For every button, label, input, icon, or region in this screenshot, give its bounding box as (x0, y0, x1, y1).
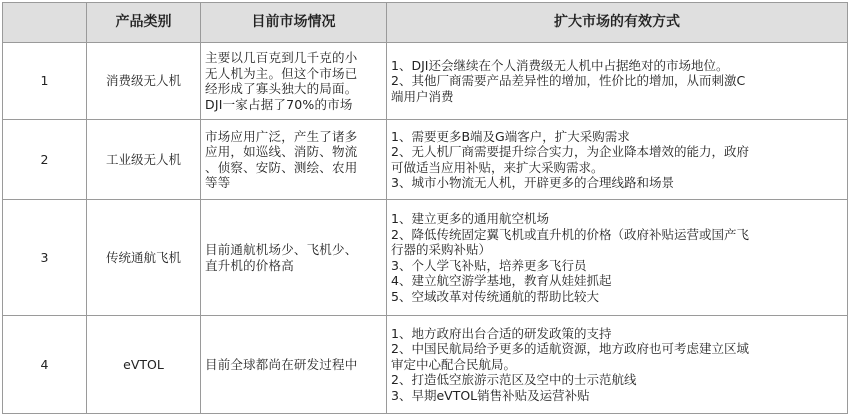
ways-line: 1、需要更多B端及G端客户，扩大采购需求 (391, 128, 630, 144)
row-category: 传统通航飞机 (87, 200, 201, 316)
row-number: 2 (3, 120, 87, 200)
row-ways (387, 200, 848, 316)
table-row (3, 200, 848, 316)
table-row (3, 43, 848, 120)
row-ways (387, 120, 848, 200)
row-category: eVTOL (87, 316, 201, 414)
ways-line: 1、地方政府出台合适的研发政策的支持 (391, 325, 612, 341)
header-category: 产品类别 (87, 3, 201, 43)
ways-line: 可做适当应用补贴，来扩大采购需求。 (391, 159, 604, 175)
status-line: DJI一家占据了70%的市场 (205, 96, 353, 112)
status-line: 主要以几百克到几千克的小 (205, 50, 358, 65)
ways-line: 行器的采购补贴） (391, 242, 492, 257)
row-ways (387, 316, 848, 414)
status-line: 目前通航机场少、飞机少、 (205, 242, 358, 257)
header-ways: 扩大市场的有效方式 (387, 3, 848, 43)
row-status (201, 200, 387, 316)
header-index (3, 3, 87, 43)
ways-line: 3、早期eVTOL销售补贴及运营补贴 (391, 387, 590, 403)
row-category: 工业级无人机 (87, 120, 201, 200)
ways-line: 端用户消费 (391, 88, 454, 104)
table-row (3, 316, 848, 414)
header-row (3, 3, 848, 43)
ways-line: 1、建立更多的通用航空机场 (391, 211, 549, 226)
market-table (2, 2, 848, 414)
row-status (201, 316, 387, 414)
header-status: 目前市场情况 (201, 3, 387, 43)
row-ways (387, 43, 848, 120)
row-status (201, 43, 387, 120)
row-status (201, 120, 387, 200)
status-line: 等等 (205, 175, 231, 190)
row-number: 4 (3, 316, 87, 414)
ways-line: 2、无人机厂商需要提升综合实力，为企业降本增效的能力，政府 (391, 144, 749, 159)
row-category: 消费级无人机 (87, 43, 201, 120)
ways-line: 2、其他厂商需要产品差异性的增加，性价比的增加，从而刺激C (391, 73, 746, 89)
status-line: 应用，如巡线、消防、物流 (205, 144, 358, 159)
ways-line: 3、城市小物流无人机，开辟更多的合理线路和场景 (391, 175, 674, 190)
ways-line: 4、建立航空游学基地，教育从娃娃抓起 (391, 273, 612, 288)
row-number: 1 (3, 43, 87, 120)
status-line: 目前全球都尚在研发过程中 (205, 356, 358, 372)
status-line: 、侦察、安防、测绘、农用 (205, 159, 358, 175)
row-number: 3 (3, 200, 87, 316)
ways-line: 2、降低传统固定翼飞机或直升机的价格（政府补贴运营或国产飞 (391, 226, 749, 242)
status-line: 经形成了寡头独大的局面。 (205, 81, 358, 96)
table-row (3, 120, 848, 200)
ways-line: 5、空域改革对传统通航的帮助比较大 (391, 288, 599, 304)
ways-line: 2、打造低空旅游示范区及空中的士示范航线 (391, 372, 637, 388)
status-line: 无人机为主。但这个市场已 (205, 65, 358, 81)
status-line: 直升机的价格高 (205, 257, 294, 273)
status-line: 市场应用广泛，产生了诸多 (205, 128, 358, 144)
ways-line: 1、DJI还会继续在个人消费级无人机中占据绝对的市场地位。 (391, 57, 729, 73)
ways-line: 3、个人学飞补贴，培养更多飞行员 (391, 257, 587, 273)
ways-line: 审定中心配合民航局。 (391, 356, 517, 372)
ways-line: 2、中国民航局给予更多的适航资源，地方政府也可考虑建立区域 (391, 341, 749, 357)
